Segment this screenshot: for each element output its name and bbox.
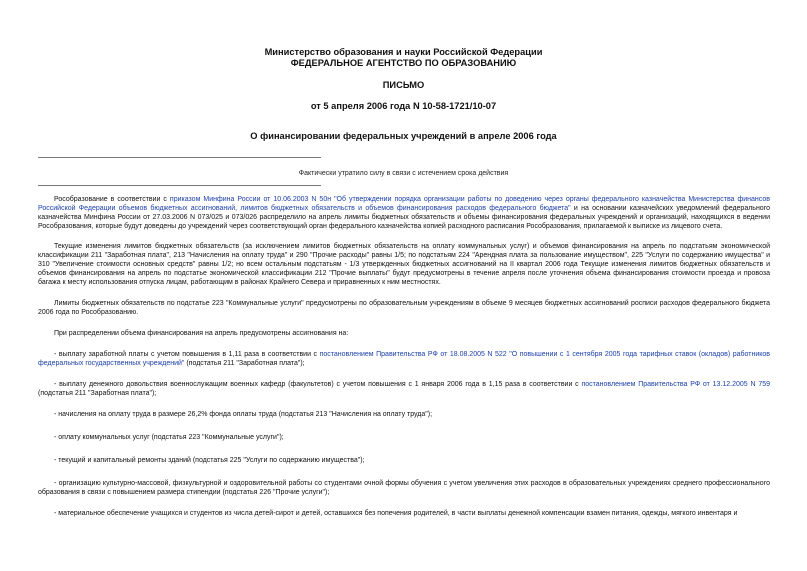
paragraph-10: - организацию культурно-массовой, физкультурной и оздоровительной работы со студентами очной формы обучения с учетом увеличения этих расходов в образовательных учреждениях среднего профессионального образования в связи с повышением размера стипендии (подстатья 226 "Прочие услуги"); [38,480,770,496]
paragraph-5-text-a: - выплату заработной платы с учетом повышения в 1,11 раза в соответствии с [54,351,320,358]
resolution-522-link[interactable]: постановлением Правительства РФ от 18.08.2005 N 522 "О повышении с 1 сентября 2005 года тарифных ставок (окладов) работников федеральных государственных учреждений" [38,351,771,367]
divider-top [38,157,321,158]
paragraph-4: При распределении объема финансирования на апрель предусмотрены ассигнования на: [54,330,349,337]
document-title: О финансировании федеральных учреждений в апреле 2006 года [250,131,557,141]
paragraph-11: - материальное обеспечение учащихся и студентов из числа детей-сирот и детей, оставшихся без попечения родителей, в части выплаты денежной компенсации взамен питания, одежды, мягкого инвентаря и [54,510,738,517]
paragraph-6 [38,380,770,398]
paragraph-9: - текущий и капитальный ремонты зданий (подстатья 225 "Услуги по содержанию имущества"); [54,457,365,464]
divider-bottom [38,185,321,186]
paragraph-3: Лимиты бюджетных обязательств по подстатье 223 "Коммунальные услуги" предусмотрены по образовательным учреждениям в объеме 9 месяцев бюджетных ассигнований росписи расходов федерального бюджета 2006 года по Рособразованию. [38,300,770,316]
agency-name: ФЕДЕРАЛЬНОЕ АГЕНТСТВО ПО ОБРАЗОВАНИЮ [290,58,517,68]
paragraph-6-text-a: - выплату денежного довольствия военнослужащим военных кафедр (факультетов) с учетом повышения с 1 января 2006 года в 1,15 раза в соответствии с [54,381,582,388]
order-minfin-50n-link[interactable]: приказом Минфина России от 10.06.2003 N 50н "Об утверждении порядка организации работы по доведению через органы федерального казначейства Министерства финансов Российской Федерации объемов бюджетных ассигнований, лимитов бюджетных обязательств и объемов финансирования расходов федерального бюджета" [38,196,770,212]
paragraph-5-text-b: (подстатья 211 "Заработная плата"); [184,360,305,367]
resolution-759-link[interactable]: постановлением Правительства РФ от 13.12.2005 N 759 [581,381,771,388]
paragraph-5 [38,350,770,368]
paragraph-6-text-b: (подстатья 211 "Заработная плата"); [38,390,157,397]
ministry-name: Министерство образования и науки Российской Федерации [264,47,543,57]
document-type: ПИСЬМО [382,80,425,90]
paragraph-1-text-a: Рособразование в соответствии с [54,196,170,203]
paragraph-7: - начисления на оплату труда в размере 26,2% фонда оплаты труда (подстатья 213 "Начисления на оплату труда"); [54,411,433,418]
paragraph-1-text-b: и на основании казначейских уведомлений федерального казначейства Минфина России от 27.03.2006 N 073/025 и 073/026 распределило на апрель лимиты бюджетных обязательств и объемы финансирования федеральных учреждений и организаций, находящихся в ведении Рособразования, которые будут доведены до учреждений через соответствующий орган федерального казначейства копией расходного расписания Рособразования, прилагаемой к выписке из лицевого счета. [38,205,770,230]
paragraph-2: Текущие изменения лимитов бюджетных обязательств (за исключением лимитов бюджетных обязательств на оплату коммунальных услуг) и объемов финансирования на апрель по подстатьям экономической классификации 211 "Заработная плата", 213 "Начисления на оплату труда" и 290 "Прочие расходы" равны 1/5; по подстатьям 224 "Арендная плата за пользование имуществом", 225 "Услуги по содержанию имущества" и 310 "Увеличение стоимости основных средств" равны 1/2; но всем остальным подстатьям - 1/3 утвержденных бюджетных ассигнований на II квартал 2006 года Текущие изменения лимитов бюджетных обязательств и объемов финансирования на апрель по подстатье экономической классификации 212 "Прочие выплаты" будут предусмотрены в течение апреля после уточнения объема финансирования стоимости проезда и провоза багажа к месту использования отпуска лицам, работающим в районах Крайнего Севера и приравненных к ним местностях. [38,243,770,286]
paragraph-8: - оплату коммунальных услуг (подстатья 223 "Коммунальные услуги"); [54,434,284,441]
document-date-number: от 5 апреля 2006 года N 10-58-1721/10-07 [310,101,497,111]
status-note: Фактически утратило силу в связи с истечением срока действия [298,170,509,177]
paragraph-1 [38,195,770,231]
document-body [38,195,770,529]
